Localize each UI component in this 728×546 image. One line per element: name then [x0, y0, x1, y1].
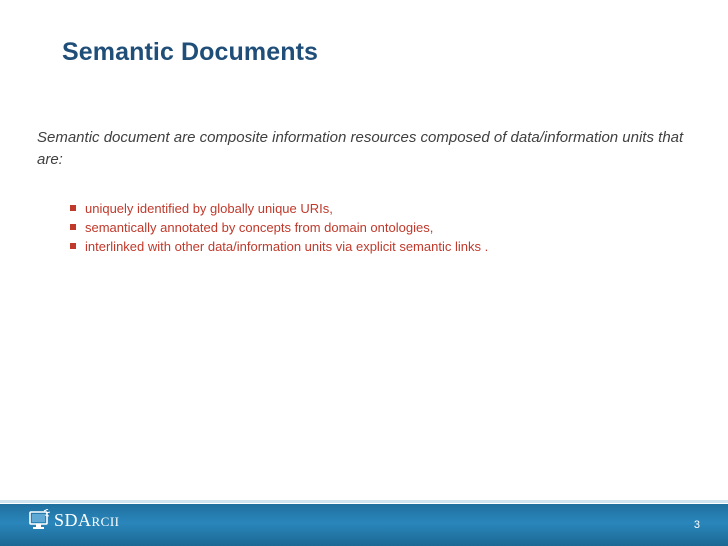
bullet-text: interlinked with other data/information units via explicit semantic links .: [85, 239, 489, 254]
bullet-text: uniquely identified by globally unique URIs,: [85, 201, 333, 216]
bullet-list: [70, 199, 488, 256]
logo-text: [54, 510, 120, 531]
intro-text: Semantic document are composite information resources composed of data/information units that are:: [37, 129, 684, 168]
logo-text-suffix: RCII: [91, 513, 120, 529]
square-bullet-icon: [70, 205, 76, 211]
square-bullet-icon: [70, 224, 76, 230]
list-item: [70, 199, 488, 218]
square-bullet-icon: [70, 243, 76, 249]
logo-text-prefix: SDA: [54, 509, 92, 530]
list-item: [70, 237, 488, 256]
page-number: 3: [693, 519, 700, 531]
logo: [29, 509, 120, 531]
computer-monitor-icon: [29, 509, 51, 531]
slide-title: Semantic Documents: [62, 38, 319, 66]
footer-divider: [0, 500, 728, 503]
bullet-text: semantically annotated by concepts from domain ontologies,: [85, 220, 434, 235]
list-item: [70, 218, 488, 237]
